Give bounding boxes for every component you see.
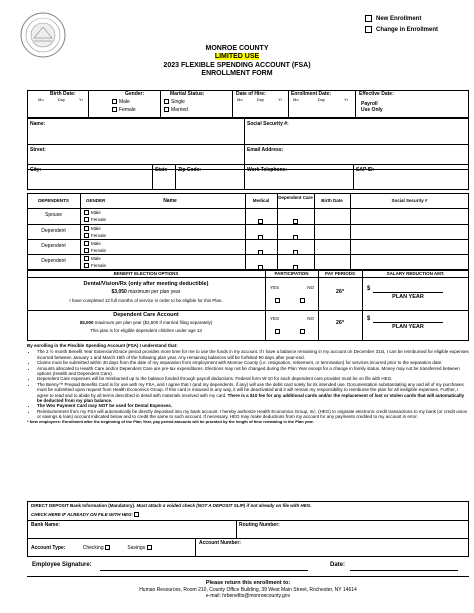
dental-pay-periods: 26*: [335, 289, 345, 295]
checking-label: Checking: [82, 545, 104, 551]
dependent-amount-line[interactable]: [373, 322, 443, 323]
name-label: Name:: [30, 121, 46, 127]
dental-dollar: $: [367, 286, 371, 292]
col-dependent-care: Dependent Care: [278, 195, 313, 200]
deposit-title: DIRECT DEPOSIT Bank Information (Mandatory). Must attach a voided check (NOT A DEPOSIT SLIP) if not already on file with HEG.: [31, 503, 312, 508]
footer-return: Please return this enrollment to:: [205, 580, 291, 586]
new-enrollment-checkbox[interactable]: [365, 15, 372, 22]
birth-date-mdy: Mo Day Yr: [38, 97, 83, 102]
enrollment-date-label: Enrollment Date:: [291, 91, 332, 97]
marital-status-label: Marital Status:: [170, 91, 205, 97]
street-label: Street:: [30, 147, 46, 153]
work-phone-label: Work Telephone:: [247, 167, 288, 173]
dental-vision-title: Dental/Vision/Rx (only after meeting deductible): [83, 281, 209, 287]
col-medical: Medical: [252, 198, 270, 203]
female-checkbox[interactable]: [112, 107, 117, 112]
col-name: Name: [163, 198, 177, 204]
dependent-participation: YES NO: [270, 316, 314, 321]
hire-date-mdy: Mo Day Yr: [237, 97, 282, 102]
dental-vision-max: $3,050 maximum per plan year: [111, 289, 181, 295]
footer-address: Human Resources, Room 210, County Office Building, 39 West Main Street, Rochester, NY 14614: [139, 586, 357, 593]
dep-gender-4[interactable]: Male Female: [84, 255, 106, 269]
date-label: Date:: [330, 562, 346, 568]
deposit-check-here[interactable]: CHECK HERE IF ALREADY ON FILE WITH HEG:: [31, 512, 141, 517]
marital-married-option[interactable]: Married: [164, 107, 188, 113]
term-dependent-care: • Dependent Care expenses will be reimbursed up to the balance funded through payroll deductions. Federal form W-10 for each dependent care provider must be on file with HEG.: [37, 376, 469, 381]
county-title: MONROE COUNTY: [205, 45, 269, 52]
dep-row-dependent-1: Dependent: [41, 228, 66, 234]
col-dependents: DEPENDENTS: [38, 198, 69, 203]
dependent-plan-year: PLAN YEAR: [392, 324, 424, 330]
terms-intro: By enrolling in the Flexible Spending Account (FSA) I understand that:: [27, 343, 178, 348]
bank-name-label: Bank Name:: [31, 522, 60, 528]
state-label: State: [155, 167, 168, 173]
routing-number-label: Routing Number:: [239, 522, 280, 528]
dental-vision-note: I have completed 12 full months of service in order to be eligible for this Plan.: [69, 298, 223, 303]
birth-date-label: Birth Date:: [50, 91, 76, 97]
date-of-hire-label: Date of Hire:: [236, 91, 266, 97]
dependent-dollar: $: [367, 316, 371, 322]
form-title: ENROLLMENT FORM: [201, 70, 273, 78]
zip-label: Zip Code:: [178, 167, 202, 173]
account-type-label: Account Type:: [31, 545, 66, 551]
term-wex-card: • The Wex Payment Card may NOT be used for Dental Expenses.: [37, 403, 469, 408]
signature-line[interactable]: [100, 570, 308, 571]
participation-header: PARTICIPATION: [274, 271, 309, 276]
new-enrollment-label: New Enrollment: [376, 16, 422, 23]
change-enrollment-label: Change in Enrollment: [376, 27, 439, 34]
account-type-row: [31, 545, 154, 551]
email-label: Email Address:: [247, 147, 284, 153]
savings-label: Savings: [127, 545, 146, 551]
dep-gender-2[interactable]: Male Female: [84, 225, 106, 239]
dependent-care-title: Dependent Care Account: [113, 312, 179, 318]
term-benny-card: • The Benny™ Prepaid Benefits Card is for use with my FSA, and I agree that I (and my dependents, if any) will use the debit card solely for its intended use. Documentation substantiating any and all of my purchases must be submitted upon request from Health Economics Group. If this card is misused in any way, it will be deactivated and it will remain my responsibility to reimburse the plan for all ineligible expenses. Further, I agree to read and to abide by all terms described in detail with materials received with my card. There is a $10 fee for any additional cards and/or the replacement of lost or stolen cards that will automatically be deducted from my plan balance.: [37, 382, 469, 404]
date-line[interactable]: [350, 570, 458, 571]
terms-section: [27, 343, 469, 425]
single-checkbox[interactable]: [164, 99, 169, 104]
savings-checkbox[interactable]: [147, 545, 152, 550]
dep-row-dependent-3: Dependent: [41, 258, 66, 264]
header-block: [150, 45, 324, 79]
col-ssn: Social Security #: [391, 198, 428, 203]
salary-reduction-header: SALARY REDUCTION AMT.: [386, 271, 445, 276]
dental-plan-year: PLAN YEAR: [392, 294, 424, 300]
footer: [27, 580, 469, 599]
dep-gender-3[interactable]: Male Female: [84, 240, 106, 254]
city-label: City:: [30, 167, 42, 173]
term-claims: • Claims must be submitted within 30 days from the date of my separation from employment with Monroe County (i.e. resignation, retirement, or termination) for services incurred prior to the separation date.: [37, 360, 469, 365]
gender-label: Gender:: [125, 91, 145, 97]
benefit-options-header: BENEFIT ELECTION OPTIONS: [113, 271, 179, 276]
term-pre-tax: • Amounts allocated to Health Care and/or Dependent Care are pre-tax expenditures. Elections may not be changed during the Plan Year except for a change in family status. Money may not be transferred between options (Health and Dependent Care).: [37, 366, 469, 377]
marital-single-option[interactable]: Single: [164, 99, 185, 105]
on-file-checkbox[interactable]: [134, 512, 139, 517]
dep-row-spouse: Spouse: [45, 212, 62, 218]
change-enrollment-checkbox[interactable]: [365, 26, 372, 33]
dependent-care-note: This plan is for eligible dependent children under age 13: [90, 328, 202, 333]
checking-checkbox[interactable]: [105, 545, 110, 550]
dental-yes-checkbox[interactable]: [275, 292, 282, 310]
col-birth-date: Birth Date: [321, 198, 343, 203]
dependent-care-max: $5,000 maximum per plan year ($2,500 if married filing separately): [79, 320, 213, 325]
new-enrollment-check[interactable]: [365, 15, 421, 23]
employee-signature-label: Employee Signature:: [32, 562, 92, 568]
account-number-label: Account Number:: [199, 540, 241, 546]
effective-date-label: Effective Date:: [359, 91, 394, 97]
male-checkbox[interactable]: [112, 99, 117, 104]
term-grace-period: • The 2 ½ month Benefit Year Extension/Grace period provides more time for me to use the funds in my account. If I have a balance remaining in my account on December 31st, I can be reimbursed for eligible expenses incurred between January 1 and March 15th of the following plan year. Any remaining balances will be forfeited 90 days after year-end.: [37, 349, 469, 360]
dental-no-checkbox[interactable]: [300, 292, 307, 310]
dep-gender-1[interactable]: Male Female: [84, 209, 106, 223]
col-gender: GENDER: [86, 198, 106, 203]
new-employee-note: * New employees: Enrollment after the beginning of the Plan Year, pay period amounts will be prorated by the length of time remaining in the Plan year.: [27, 419, 314, 425]
dependent-no-checkbox[interactable]: [300, 323, 307, 341]
account-title: 2023 FLEXIBLE SPENDING ACCOUNT (FSA): [163, 61, 311, 69]
term-reimbursement: • Reimbursement from my FSA will automatically be directly deposited into my bank account. I hereby authorize Health Economics Group, Inc. (HEG) to originate electronic credit transactions to my bank (or credit union or savings & loan) account indicated below and to credit the same to such account. If necessary, HEG may make deductions from my account for any payments credited to my account in error.: [37, 409, 469, 420]
footer-email: e-mail: hrbenefits@monroecounty.gov: [205, 592, 291, 599]
dependent-yes-checkbox[interactable]: [275, 323, 282, 341]
gender-male-option[interactable]: Male: [112, 99, 130, 105]
limited-use-label: LIMITED USE: [214, 53, 260, 61]
enroll-date-mdy: Mo Day Yr: [293, 97, 348, 102]
dependent-pay-periods: 26*: [335, 320, 345, 326]
pay-periods-header: PAY PERIODS: [325, 271, 355, 276]
dental-participation: YES NO: [270, 285, 314, 290]
payroll-use-only: Payroll Use Only: [361, 101, 383, 113]
sap-id-label: SAP ID:: [356, 167, 375, 173]
gender-female-option[interactable]: Female: [112, 107, 136, 113]
ssn-label: Social Security #:: [247, 121, 289, 127]
dep-row-dependent-2: Dependent: [41, 243, 66, 249]
change-enrollment-check[interactable]: [365, 26, 438, 34]
married-checkbox[interactable]: [164, 107, 169, 112]
county-seal: [20, 12, 66, 58]
dental-amount-line[interactable]: [373, 292, 443, 293]
